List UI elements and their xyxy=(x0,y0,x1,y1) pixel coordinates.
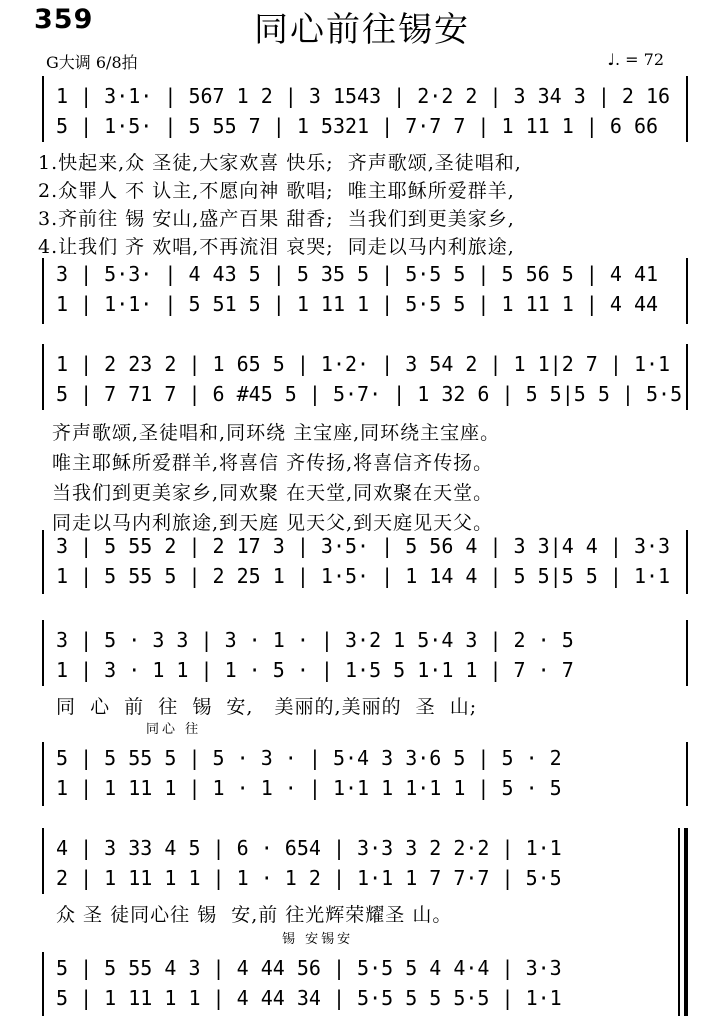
soprano-line: 3 | 5 · 3 3 | 3 · 1 · | 3·2 1 5·4 3 | 2 · 5 xyxy=(56,628,574,652)
tenor-line: 5 | 5 55 4 3 | 4 44 56 | 5·5 5 4 4·4 | 3·3 xyxy=(56,956,562,980)
system-barline-left xyxy=(42,828,44,894)
soprano-line: 1 | 3·1· | 567 1 2 | 3 1543 | 2·2 2 | 3 34 3 | 2 16 xyxy=(56,84,671,108)
alto-line: 5 | 1·5· | 5 55 7 | 1 5321 | 7·7 7 | 1 11 1 | 6 66 xyxy=(56,114,659,138)
page-title: 同心前往锡安 xyxy=(254,10,470,50)
system-barline-right xyxy=(686,742,688,806)
lyric-verse-4: 4.让我们 齐 欢唱,不再流泪 哀哭; 同走以马内利旅途, xyxy=(38,236,515,258)
lyric-chorus: 同 心 前 往 锡 安, 美丽的,美丽的 圣 山; xyxy=(56,696,478,718)
tenor-line: 3 | 5 55 2 | 2 17 3 | 3·5· | 5 56 4 | 3 3|4 4 | 3·3 xyxy=(56,534,671,558)
system-barline-right xyxy=(686,258,688,324)
lyric-chorus: 众 圣 徒同心往 锡 安,前 往光辉荣耀圣 山。 xyxy=(56,904,453,926)
key-signature: G大调 6/8拍 xyxy=(46,53,138,72)
lyric-verse-3: 3.齐前往 锡 安山,盛产百果 甜香; 当我们到更美家乡, xyxy=(38,208,515,230)
system-barline-left xyxy=(42,76,44,142)
music-system-4 xyxy=(34,828,688,1018)
tenor-line: 5 | 5 55 5 | 5 · 3 · | 5·4 3 3·6 5 | 5 · 2 xyxy=(56,746,562,770)
bass-line: 1 | 1 11 1 | 1 · 1 · | 1·1 1 1·1 1 | 5 · 5 xyxy=(56,776,562,800)
hymn-number: 359 xyxy=(34,4,94,35)
system-barline-left xyxy=(42,344,44,410)
lyric-verse-4: 同走以马内利旅途,到天庭 见天父,到天庭见天父。 xyxy=(52,512,494,534)
tempo-marking: ♩. = 72 xyxy=(607,50,664,69)
echo-text: 锡 安锡安 xyxy=(282,932,354,947)
system-barline-left xyxy=(42,742,44,806)
lyric-verse-2: 2.众罪人 不 认主,不愿向神 歌唱; 唯主耶稣所爱群羊, xyxy=(38,180,515,202)
system-barline-left xyxy=(42,258,44,324)
lyric-verse-2: 唯主耶稣所爱群羊,将喜信 齐传扬,将喜信齐传扬。 xyxy=(52,452,494,474)
system-barline-right xyxy=(686,530,688,594)
system-barline-left xyxy=(42,952,44,1016)
echo-text: 同心 往 xyxy=(146,722,202,737)
final-barline-thick xyxy=(684,828,688,1016)
bass-line: 5 | 1 11 1 1 | 4 44 34 | 5·5 5 5 5·5 | 1·1 xyxy=(56,986,562,1010)
bass-line: 1 | 5 55 5 | 2 25 1 | 1·5· | 1 14 4 | 5 5|5 5 | 1·1 xyxy=(56,564,671,588)
soprano-line: 1 | 2 23 2 | 1 65 5 | 1·2· | 3 54 2 | 1 1|2 7 | 1·1 xyxy=(56,352,671,376)
lyric-verse-1: 1.快起来,众 圣徒,大家欢喜 快乐; 齐声歌颂,圣徒唱和, xyxy=(38,152,522,174)
system-barline-left xyxy=(42,530,44,594)
final-barline-thin xyxy=(678,828,680,1016)
system-barline-left xyxy=(42,620,44,686)
lyric-verse-3: 当我们到更美家乡,同欢聚 在天堂,同欢聚在天堂。 xyxy=(52,482,494,504)
tenor-line: 3 | 5·3· | 4 43 5 | 5 35 5 | 5·5 5 | 5 56 5 | 4 41 xyxy=(56,262,659,286)
alto-line: 5 | 7 71 7 | 6 #45 5 | 5·7· | 1 32 6 | 5 5|5 5 | 5·5 xyxy=(56,382,683,406)
music-system-2 xyxy=(34,344,688,594)
lyric-verse-1: 齐声歌颂,圣徒唱和,同环绕 主宝座,同环绕主宝座。 xyxy=(52,422,501,444)
alto-line: 1 | 3 · 1 1 | 1 · 5 · | 1·5 5 1·1 1 | 7 · 7 xyxy=(56,658,574,682)
bass-line: 1 | 1·1· | 5 51 5 | 1 11 1 | 5·5 5 | 1 11 1 | 4 44 xyxy=(56,292,659,316)
music-system-1 xyxy=(34,76,688,328)
alto-line: 2 | 1 11 1 1 | 1 · 1 2 | 1·1 1 7 7·7 | 5·5 xyxy=(56,866,562,890)
system-barline-right xyxy=(686,620,688,686)
system-barline-right xyxy=(686,76,688,142)
system-barline-right xyxy=(686,344,688,410)
soprano-line: 4 | 3 33 4 5 | 6 · 654 | 3·3 3 2 2·2 | 1·1 xyxy=(56,836,562,860)
music-system-3 xyxy=(34,620,688,810)
